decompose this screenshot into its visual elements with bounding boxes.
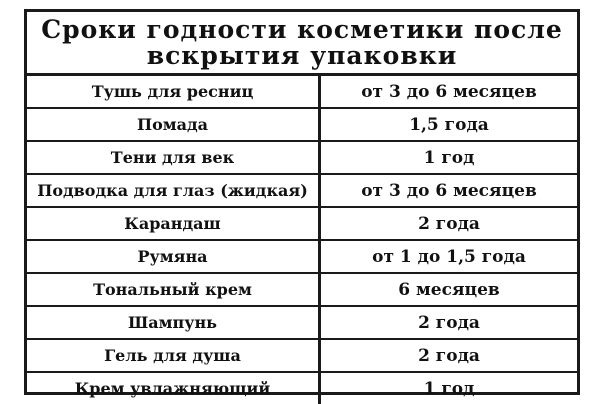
shelf-life-sheet <box>24 9 580 399</box>
product-cell: Тени для век <box>27 141 320 174</box>
table-row <box>27 108 577 141</box>
term-cell: 2 года <box>320 339 578 372</box>
product-cell: Гель для душа <box>27 339 320 372</box>
table-row <box>27 76 577 108</box>
term-cell: 2 года <box>320 306 578 339</box>
product-cell: Шампунь <box>27 306 320 339</box>
table-row <box>27 273 577 306</box>
term-cell: 1,5 года <box>320 108 578 141</box>
term-cell: 2 года <box>320 207 578 240</box>
table-row <box>27 174 577 207</box>
term-cell: 1 год <box>320 372 578 404</box>
product-cell: Крем увлажняющий <box>27 372 320 404</box>
product-cell: Румяна <box>27 240 320 273</box>
title-line-2: вскрытия упаковки <box>146 41 458 70</box>
term-cell: от 3 до 6 месяцев <box>320 174 578 207</box>
term-cell: от 3 до 6 месяцев <box>361 81 537 102</box>
title-line-1: Сроки годности косметики после <box>41 15 563 44</box>
table-row <box>27 306 577 339</box>
term-cell: 6 месяцев <box>320 273 578 306</box>
product-cell: Тональный крем <box>27 273 320 306</box>
table-row <box>27 240 577 273</box>
product-cell: Подводка для глаз (жидкая) <box>27 174 320 207</box>
product-cell: Тушь для ресниц <box>27 76 320 108</box>
table-row <box>27 339 577 372</box>
table-row <box>27 372 577 404</box>
product-cell: Помада <box>27 108 320 141</box>
term-cell: 1 год <box>320 141 578 174</box>
term-cell: от 1 до 1,5 года <box>320 240 578 273</box>
table-row <box>27 207 577 240</box>
shelf-life-table <box>27 76 577 404</box>
title-box <box>27 12 577 76</box>
table-row <box>27 141 577 174</box>
product-cell: Карандаш <box>27 207 320 240</box>
